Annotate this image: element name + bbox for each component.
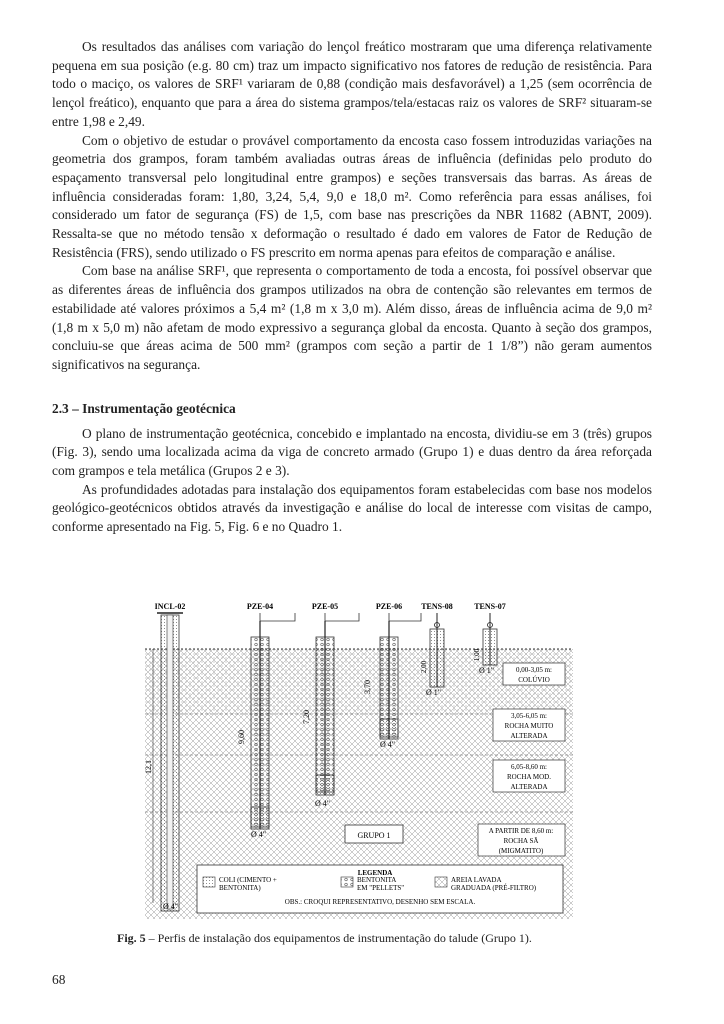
diameter-pze-06: Ø 4" [380,740,396,749]
svg-text:3,05-6,05 m:: 3,05-6,05 m: [511,712,547,720]
label-pze-06: PZE-06 [375,602,403,611]
svg-text:EM "PELLETS": EM "PELLETS" [357,884,405,892]
layer-box-coluvio [503,663,565,685]
depth-incl: 12,1 [144,760,153,774]
svg-text:GRUPO 1: GRUPO 1 [357,831,391,840]
svg-text:COLI (CIMENTO +: COLI (CIMENTO + [219,876,277,884]
depth-tens-07: 1,00 [473,648,481,662]
svg-text:A PARTIR DE 8,60 m:: A PARTIR DE 8,60 m: [488,827,554,835]
svg-text:ROCHA MOD.: ROCHA MOD. [507,773,551,781]
svg-text:0,00-3,05 m:: 0,00-3,05 m: [516,666,552,674]
label-tens-08: TENS-08 [421,602,453,611]
caption-label: Fig. 5 [117,931,146,945]
layer-box-rocha-mod-alterada [493,760,565,792]
svg-text:GRADUADA (PRÉ-FILTRO): GRADUADA (PRÉ-FILTRO) [451,884,537,892]
diameter-tens-08: Ø 1" [426,688,442,697]
svg-text:ROCHA SÃ: ROCHA SÃ [503,837,539,845]
paragraph-5: As profundidades adotadas para instalação dos equipamentos foram estabelecidas com base nos modelos geológico-geotécnicos obtidos através da investigação e análise do local de interesse com visitas de campo, conforme apresentado na Fig. 5, Fig. 6 e no Quadro 1. [52,481,652,535]
page-body [52,38,652,537]
tens-08-borehole [430,613,444,687]
svg-text:COLÚVIO: COLÚVIO [518,676,550,684]
layer-box-rocha-sa [478,824,565,856]
svg-text:ALTERADA: ALTERADA [510,732,548,740]
instrumentation-diagram [145,597,573,919]
caption-text: – Perfis de instalação dos equipamentos de instrumentação do talude (Grupo 1). [145,931,532,945]
legend-swatch-coli [203,877,215,887]
page-number: 68 [52,972,66,987]
svg-text:6,05-8,60 m:: 6,05-8,60 m: [511,763,547,771]
label-pze-05: PZE-05 [311,602,339,611]
svg-text:AREIA LAVADA: AREIA LAVADA [451,876,502,884]
label-tens-07: TENS-07 [474,602,506,611]
svg-text:(MIGMATITO): (MIGMATITO) [498,847,544,855]
legend-swatch-bentonita [341,877,353,887]
svg-text:ALTERADA: ALTERADA [510,783,548,791]
paragraph-1: Os resultados das análises com variação do lençol freático mostraram que uma diferença relativamente pequena em sua posição (e.g. 80 cm) traz um impacto significativo nos fatores de redução de resistência. Para todo o maciço, os valores de SRF¹ variaram de 0,88 (condição mais desfavorável) a 1,25 (sem ocorrência de lençol freático), enquanto que para a área do sistema grampos/tela/estacas raiz os valores de SRF² situaram-se entre 1,98 e 2,49. [52,39,652,129]
label-incl-02: INCL-02 [154,602,186,611]
svg-text:ROCHA MUITO: ROCHA MUITO [504,722,554,730]
paragraph-2: Com o objetivo de estudar o provável comportamento da encosta caso fossem introduzidas variações na geometria dos grampos, foram também avaliadas outras áreas de influência (definidas pelo produto do espaçamento transversal pelo longitudinal entre grampos) e seções transversais das barras. As áreas de influência consideradas foram: 1,80, 3,24, 5,4, 9,0 e 18,0 m². Como referência para essas análises, foi considerado um fator de segurança (FS) de 1,5, com base nas prescrições da NBR 11682 (ABNT, 2009). Ressalta-se que no método tensão x deformação o resultado é dado em valores de Fator de Redução de Resistência (FRS), sendo utilizado o FS prescrito em norma apenas para efeitos de comparação e análise. [52,132,652,260]
depth-tens-08: 2,00 [420,660,428,674]
legend-swatch-areia [435,877,447,887]
legend [197,865,563,913]
section-heading: 2.3 – Instrumentação geotécnica [52,400,236,416]
label-pze-04: PZE-04 [246,602,274,611]
legend-note: OBS.: CROQUI REPRESENTATIVO, DESENHO SEM ESCALA. [284,898,476,906]
svg-text:BENTONITA): BENTONITA) [219,884,261,892]
layer-box-rocha-muito-alterada [493,709,565,741]
incl-02-borehole [157,613,183,911]
svg-text:BENTONITA: BENTONITA [357,876,397,884]
figure-5 [145,597,573,919]
legend-title: LEGENDA [357,869,393,877]
figure-caption [117,931,532,946]
diameter-pze-05: Ø 4" [315,799,331,808]
paragraph-4: O plano de instrumentação geotécnica, concebido e implantado na encosta, dividiu-se em 3 (três) grupos (Fig. 3), sendo uma localizada acima da viga de concreto armado (Grupo 1) e duas dentro da área reforçada com grampos e tela metálica (Grupos 2 e 3). [52,425,652,479]
diameter-pze-04: Ø 4" [251,830,267,839]
depth-pze-04: 9,60 [237,730,246,744]
depth-pze-06: 3,70 [363,680,372,694]
group-label [345,825,403,843]
depth-pze-05: 7,20 [302,710,311,724]
paragraph-3: Com base na análise SRF¹, que representa o comportamento de toda a encosta, foi possível observar que as diferentes áreas de influência dos grampos utilizados na obra de contenção são relevantes em termos de estabilidade até valores próximos a 5,4 m² (1,8 m x 3,0 m). Além disso, áreas de influência acima de 9,0 m² (1,8 m x 5,0 m) não afetam de modo expressivo a segurança global da encosta. Quanto à seção dos grampos, concluiu-se que áreas acima de 500 mm² (grampos com seção a partir de 1 1/8”) não geram aumentos significativos na segurança. [52,263,652,372]
diameter-incl: Ø 4" [163,902,179,911]
tens-07-borehole [483,613,497,665]
diameter-tens-07: Ø 1" [479,666,495,675]
